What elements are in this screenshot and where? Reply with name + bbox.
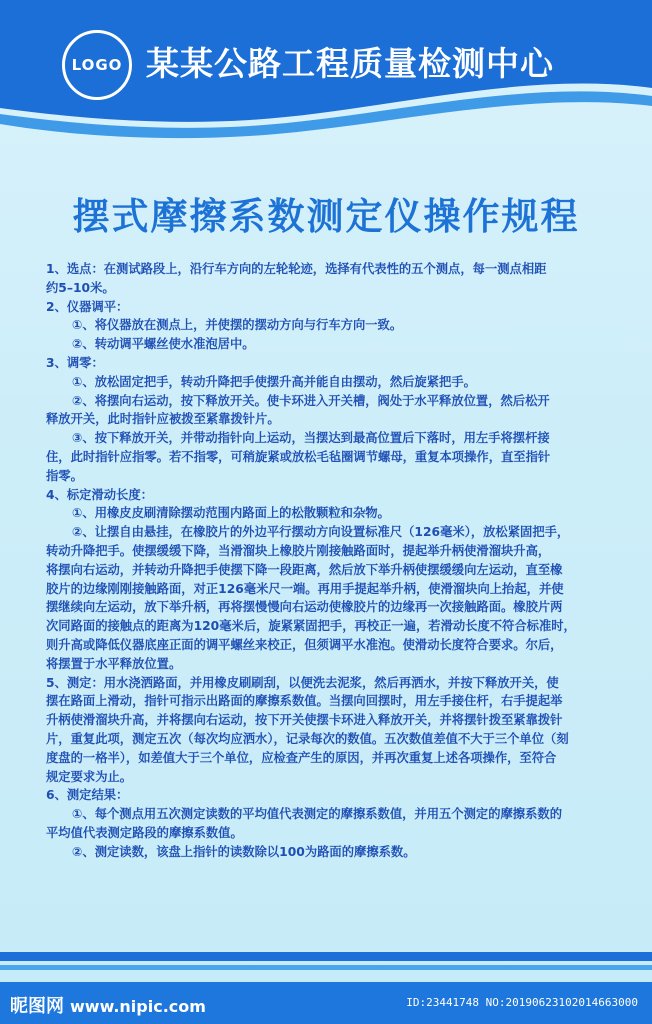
procedure-line: ③、按下释放开关，并带动指针向上运动，当摆达到最高位置后下落时，用左手将摆杆接 — [72, 431, 550, 446]
procedure-line: 2、仪器调平： — [46, 299, 129, 314]
procedure-line: 摆继续向左运动，放下举升柄，再将摆慢慢向右运动使橡胶片的边缘再一次接触路面。橡胶片两 — [46, 600, 563, 615]
procedure-line: 片，重复此项，测定五次（每次均应洒水），记录每次的数值。五次数值差值不大于三个单位（刻 — [46, 731, 569, 746]
procedure-line: 5、测定：用水浇洒路面，并用橡皮刷刷刮，以便洗去泥浆，然后再洒水，并按下释放开关，使 — [46, 675, 559, 690]
procedure-line: 指零。 — [46, 468, 83, 483]
logo-text: LOGO — [71, 56, 123, 74]
procedure-line: 升柄使滑溜块升高，并将摆向右运动，按下开关使摆卡环进入释放开关，并将摆针拨至紧靠拨针 — [46, 713, 563, 728]
watermark-url: www.nipic.com — [70, 997, 206, 1016]
procedure-line: ②、测定读数，该盘上指针的读数除以100为路面的摩擦系数。 — [72, 844, 416, 859]
footer-band — [0, 952, 652, 961]
procedure-line: 约5–10米。 — [46, 280, 115, 295]
procedure-line: 摆在路面上滑动，指针可指示出路面的摩擦系数值。当摆向回摆时，用左手接住杆，右手提起举 — [46, 694, 563, 709]
procedure-line: ②、让摆自由悬挂，在橡胶片的外边平行摆动方向设置标准尺（126毫米），放松紧固把手， — [72, 525, 570, 540]
procedure-line: 6、测定结果： — [46, 788, 129, 803]
procedure-line: 则升高或降低仪器底座正面的调平螺丝来校正，但须调平水准泡。使滑动长度符合要求。尔后， — [46, 637, 563, 652]
procedure-line: 将摆置于水平释放位置。 — [46, 656, 182, 671]
procedure-line: 规定要求为止。 — [46, 769, 133, 784]
procedure-line: 度盘的一格半），如差值大于三个单位，应检查产生的原因，并再次重复上述各项操作，至符合 — [46, 750, 557, 765]
procedure-line: 平均值代表测定路段的摩擦系数值。 — [46, 825, 243, 840]
logo-circle — [62, 30, 132, 100]
procedure-line: 转动升降把手。使摆缓缓下降，当滑溜块上橡胶片刚接触路面时，提起举升柄使滑溜块升高， — [46, 543, 551, 558]
watermark-brand-block — [10, 992, 206, 1018]
watermark-brand: 昵图网 — [10, 996, 64, 1017]
procedure-line: ①、用橡皮皮刷清除摆动范围内路面上的松散颗粒和杂物。 — [72, 506, 390, 521]
procedure-line: ②、转动调平螺丝使水准泡居中。 — [72, 337, 255, 352]
footer-band-thin — [0, 965, 652, 970]
procedure-line: 将摆向右运动，并转动升降把手使摆下降一段距离，然后放下举升柄使摆缓缓向左运动，直至橡 — [46, 562, 563, 577]
procedure-line: ①、将仪器放在测点上，并使摆的摆动方向与行车方向一致。 — [72, 318, 403, 333]
procedure-line: 4、标定滑动长度： — [46, 487, 153, 502]
footer-bar — [0, 982, 652, 1024]
organization-name: 某某公路工程质量检测中心 — [146, 44, 554, 83]
procedure-line: 释放开关，此时指针应被拨至紧靠拨针片。 — [46, 412, 280, 427]
header-banner — [0, 0, 652, 150]
procedure-line: 胶片的边缘刚刚接触路面，对正126毫米尺一端。再用手提起举升柄，使滑溜块向上抬起，并使 — [46, 581, 564, 596]
procedure-line: 3、调零： — [46, 355, 104, 370]
procedure-line: 住，此时指针应指零。若不指零，可稍旋紧或放松毛毡圈调节螺母，重复本项操作，直至指针 — [46, 449, 551, 464]
procedure-line: ①、放松固定把手，转动升降把手使摆升高并能自由摆动，然后旋紧把手。 — [72, 374, 476, 389]
procedure-body — [46, 260, 636, 862]
document-title: 摆式摩擦系数测定仪操作规程 — [72, 195, 580, 238]
watermark-id: ID:23441748 NO:20190623102014663000 — [406, 996, 638, 1009]
procedure-line: ②、将摆向右运动，按下释放开关。使卡环进入开关槽，阀处于水平释放位置，然后松开 — [72, 393, 550, 408]
procedure-line: ①、每个测点用五次测定读数的平均值代表测定的摩擦系数值，并用五个测定的摩擦系数的 — [72, 807, 562, 822]
procedure-line: 1、选点：在测试路段上，沿行车方向的左轮轮迹，选择有代表性的五个测点，每一测点相距 — [46, 262, 547, 276]
procedure-line: 次同路面的接触点的距离为120毫米后，旋紧紧固把手，再校正一遍，若滑动长度不符合标准时， — [46, 619, 576, 634]
